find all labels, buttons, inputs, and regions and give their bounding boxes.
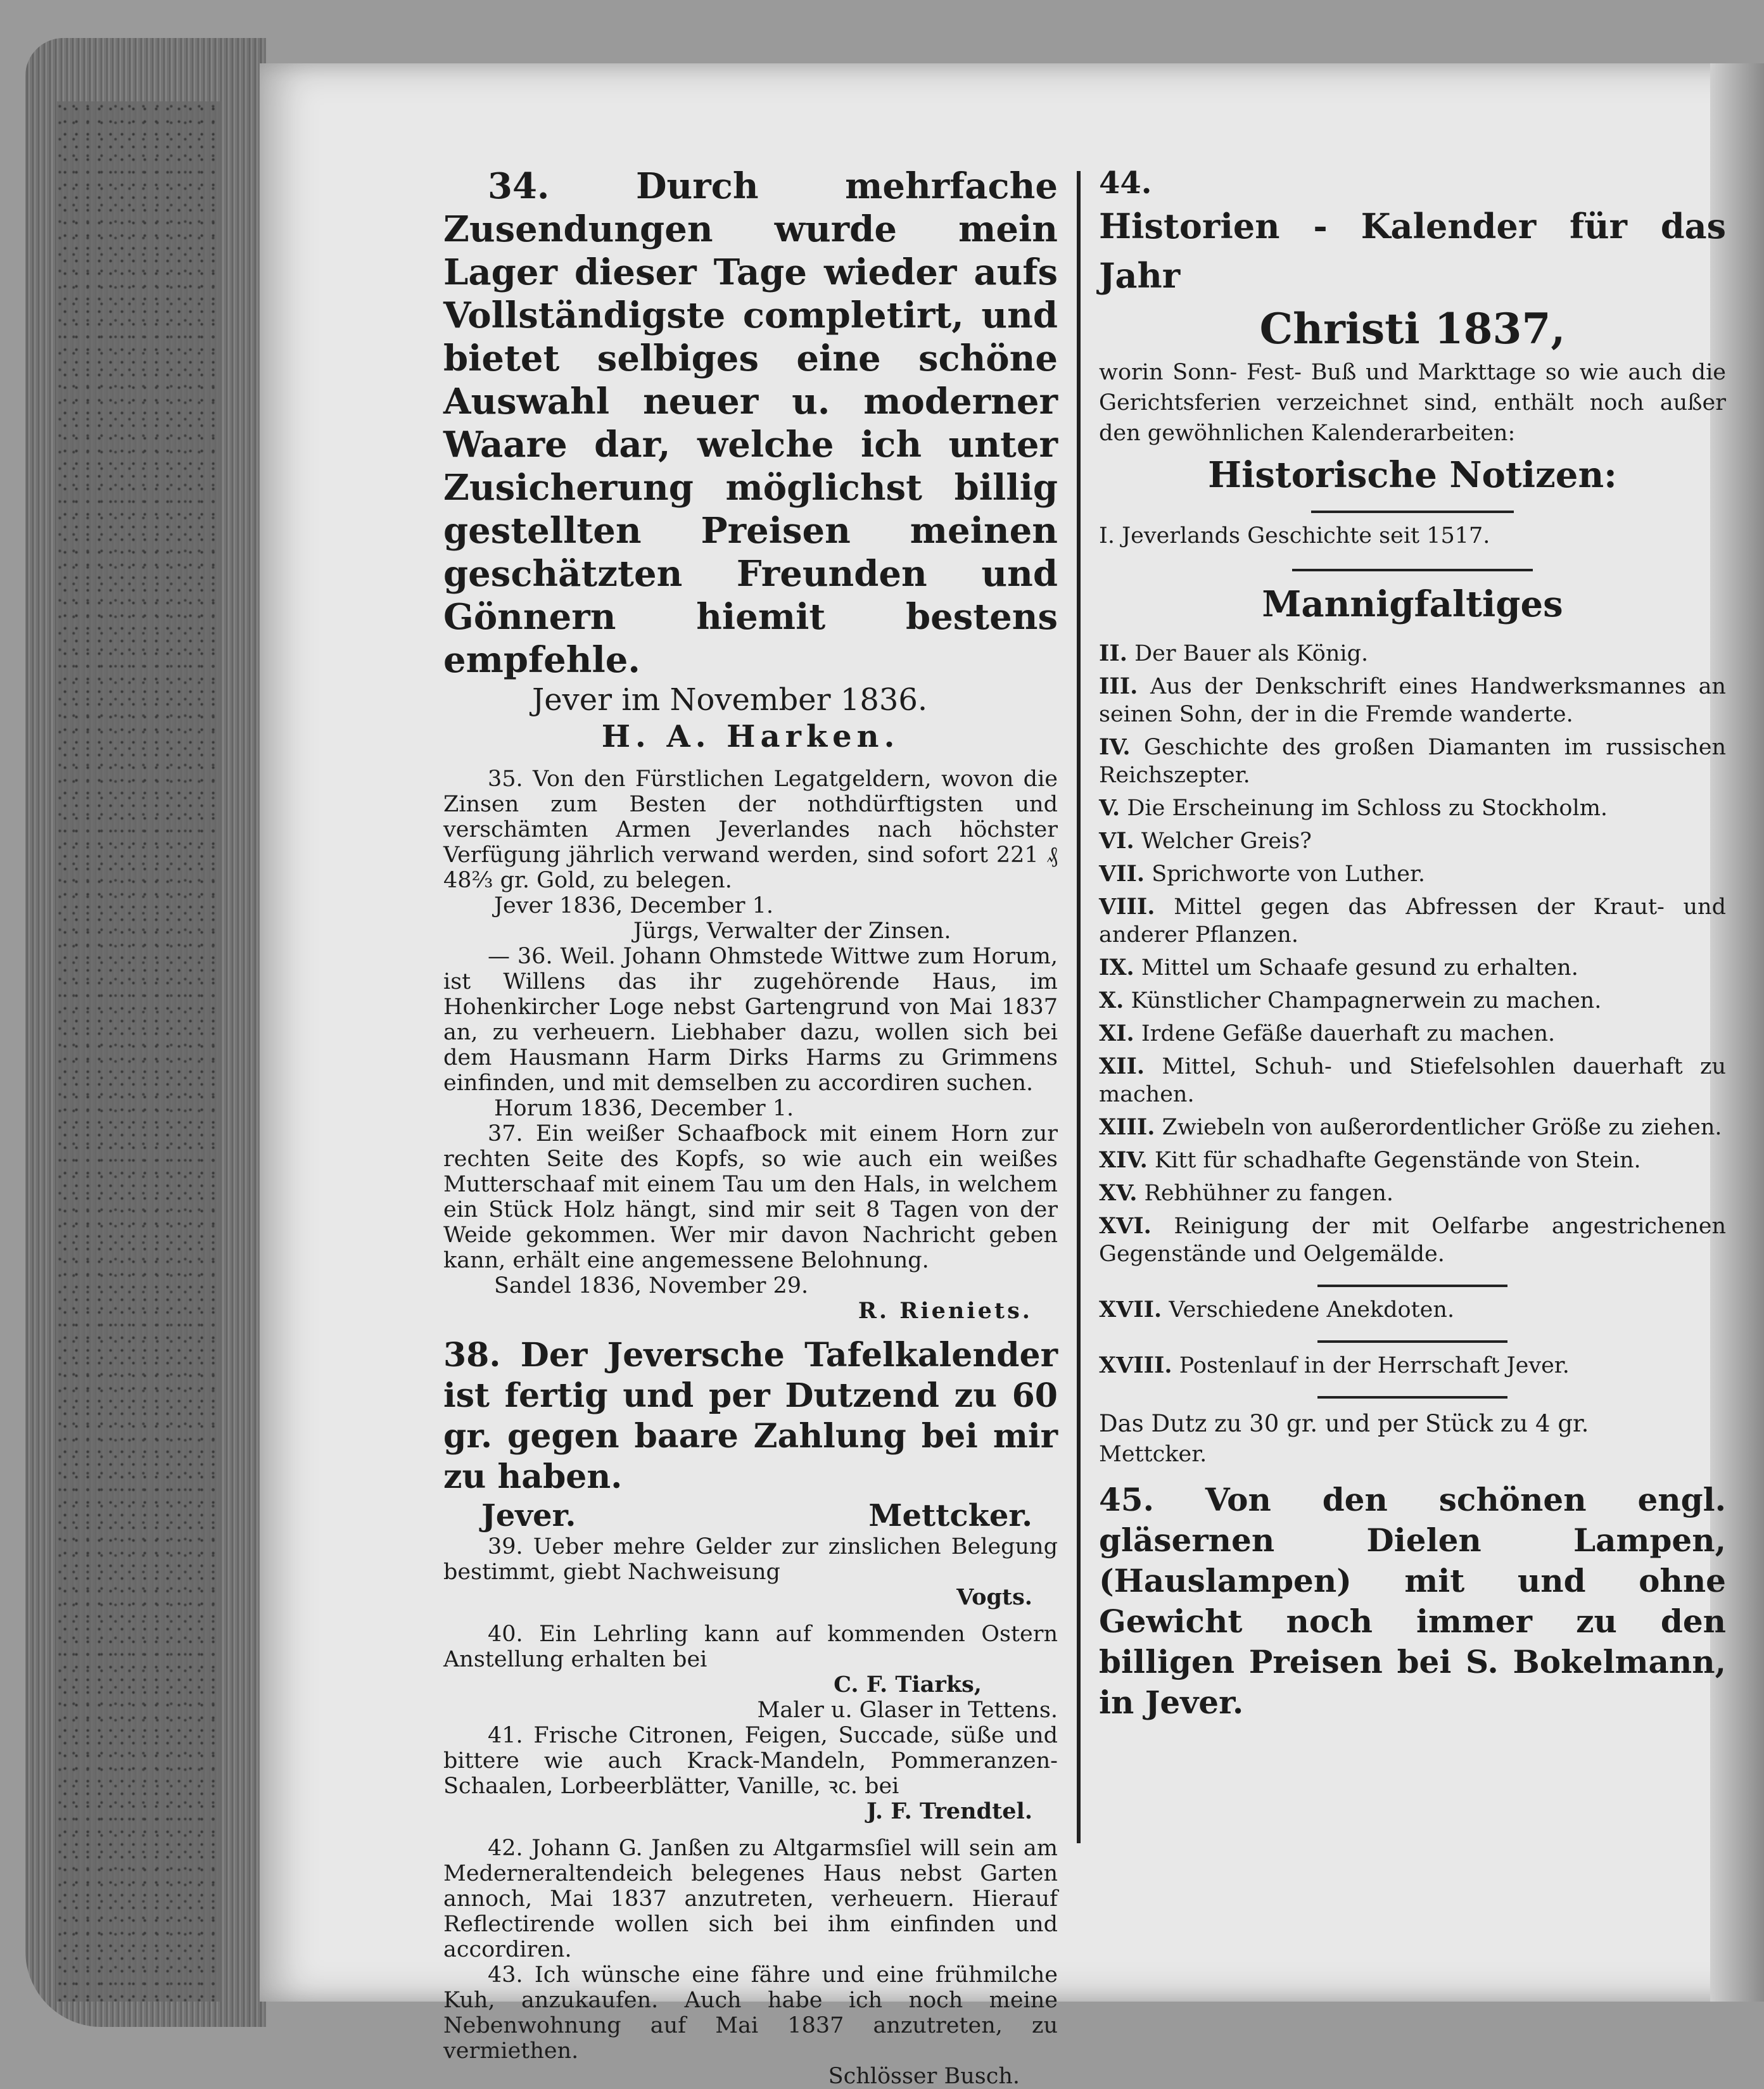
toc-item-XVIII: [1099, 1352, 1726, 1380]
ad-39-text: 39. Ueber mehre Gelder zur zinslichen Belegung bestimmt, giebt Nachweisung: [443, 1534, 1058, 1585]
ad-38-place: Jever.: [481, 1498, 576, 1533]
toc-item: [1099, 954, 1726, 982]
ad-35-text: 35. Von den Fürstlichen Legatgeldern, wovon die Zinsen zum Besten der nothdürftigsten und verschämten Armen Jeverlandes nach höchster Verfügung jährlich verwand werden, sind sofort 221 ₰ 48⅔ gr. Gold, zu belegen.: [443, 766, 1058, 893]
section-historische-notizen: Historische Notizen:: [1208, 454, 1617, 496]
ad-41-signature: J. F. Trendtel.: [866, 1798, 1032, 1824]
toc-item: [1099, 1020, 1726, 1048]
ad-42-text: 42. Johann G. Janßen zu Altgarmsſiel will sein am Mederneraltendeich belegenes Haus nebst Garten annoch, Mai 1837 anzutreten, verheuern. Hierauf Reflectirende wollen sich bei ihm einfinden und accordiren.: [443, 1836, 1058, 1962]
ad-36-place-date: Horum 1836, December 1.: [494, 1096, 794, 1121]
rule: [1317, 1340, 1507, 1343]
toc-item-text: Mittel um Schaafe gesund zu erhalten.: [1141, 955, 1578, 981]
speckled-page-edge: [57, 101, 222, 2002]
toc-item-text: Künstlicher Champagnerwein zu machen.: [1131, 988, 1602, 1013]
ad-37-text: 37. Ein weißer Schaafbock mit einem Horn zur rechten Seite des Kopfs, so wie auch ein weißes Mutterschaaf mit einem Tau um den Hals, in welchem ein Stück Holz hängt, sind mir seit 8 Tagen von der Weide gekommen. Wer mir davon Nachricht geben kann, erhält eine angemessene Belohnung.: [443, 1121, 1058, 1273]
toc-item: [1099, 860, 1726, 888]
ad-44-title-line3: Christi 1837,: [1259, 304, 1566, 353]
ad-35-place-date: Jever 1836, December 1.: [494, 893, 774, 918]
toc-item-num: XI.: [1099, 1020, 1134, 1046]
toc-item-text: Welcher Greis?: [1141, 829, 1312, 854]
column-divider: [1077, 171, 1081, 1843]
toc-item-num: VII.: [1099, 861, 1145, 887]
toc-item-num: XIII.: [1099, 1114, 1155, 1140]
toc-item: [1099, 1179, 1726, 1207]
ad-34-signature: H. A. Harken.: [601, 719, 900, 754]
ad-36-text: — 36. Weil. Johann Ohmstede Wittwe zum Horum, ist Willens das ihr zugehörende Haus, im Hohenkircher Loge nebst Gartengrund von Mai 1837 an, zu verheuern. Liebhaber dazu, wollen sich bei dem Hausmann Harm Dirks Harms zu Grimmens einfinden, und mit demselben zu accordiren suchen.: [443, 944, 1058, 1096]
toc-item: [1099, 673, 1726, 728]
toc-item: [1099, 1212, 1726, 1268]
toc-item-text: Aus der Denkschrift eines Handwerksmannes an seinen Sohn, der in die Fremde wanderte.: [1099, 674, 1726, 727]
toc-item-num: VIII.: [1099, 894, 1155, 920]
ad-45-text: 45. Von den schönen engl. gläsernen Dielen Lampen, (Hauslampen) mit und ohne Gewicht noch immer zu den billigen Preisen bei S. Bokelmann, in Jever.: [1099, 1481, 1726, 1721]
toc-item-num: XVII.: [1099, 1297, 1162, 1323]
toc-item-XVII: [1099, 1296, 1726, 1324]
left-column: [443, 165, 1058, 2089]
ad-39-signature: Vogts.: [956, 1584, 1032, 1610]
ad-43-text: 43. Ich wünsche eine fähre und eine frühmilche Kuh, anzukaufen. Auch habe ich noch meine Nebenwohnung auf Mai 1837 anzutreten, zu vermiethen.: [443, 1962, 1058, 2064]
toc-item-num: VI.: [1099, 828, 1134, 854]
ad-35-signature: Jürgs, Verwalter der Zinsen.: [633, 918, 951, 944]
toc-item: [1099, 1053, 1726, 1108]
toc-item-text: Der Bauer als König.: [1134, 641, 1369, 666]
toc-item-num: XIV.: [1099, 1147, 1148, 1173]
toc-item: [1099, 987, 1726, 1015]
toc-item-num: X.: [1099, 987, 1124, 1013]
section-mannigfaltiges: Mannigfaltiges: [1262, 583, 1563, 625]
toc-list: [1099, 640, 1726, 1268]
toc-item-I: I. Jeverlands Geschichte seit 1517.: [1099, 523, 1490, 549]
toc-item-text: Irdene Gefäße dauerhaft zu machen.: [1141, 1021, 1556, 1046]
ad-38-signature: Mettcker.: [868, 1498, 1032, 1533]
toc-item: [1099, 733, 1726, 789]
ad-44-intro: worin Sonn- Fest- Buß und Markttage so wie auch die Gerichtsferien verzeichnet sind, enthält noch außer den gewöhnlichen Kalenderarbeiten:: [1099, 360, 1726, 446]
ad-44-title-line2: Historien - Kalender für das Jahr: [1099, 206, 1726, 296]
toc-item-text: Mittel, Schuh- und Stiefelsohlen dauerhaft zu machen.: [1099, 1054, 1726, 1107]
price-signature: Mettcker.: [1099, 1442, 1207, 1467]
ad-43-signature: Schlösser Busch.: [828, 2064, 1020, 2089]
toc-item-text: Sprichworte von Luther.: [1152, 861, 1425, 887]
ad-38-footer: [443, 1497, 1058, 1534]
toc-item: [1099, 1146, 1726, 1174]
toc-item-num: IX.: [1099, 955, 1134, 981]
ad-40-text: 40. Ein Lehrling kann auf kommenden Ostern Anstellung erhalten bei: [443, 1622, 1058, 1672]
toc-item: [1099, 1114, 1726, 1141]
ad-40-signature-line2: Maler u. Glaser in Tettens.: [757, 1698, 1058, 1723]
toc-item-num: V.: [1099, 795, 1120, 821]
toc-item-text: Reinigung der mit Oelfarbe angestrichenen Gegenstände und Oelgemälde.: [1099, 1214, 1726, 1267]
toc-item-text: Kitt für schadhafte Gegenstände von Stein.: [1154, 1148, 1641, 1173]
toc-item-num: XVI.: [1099, 1213, 1152, 1239]
ad-44-number: 44.: [1099, 165, 1152, 201]
ad-38-text: 38. Der Jeversche Tafelkalender ist fertig und per Dutzend zu 60 gr. gegen baare Zahlung bei mir zu haben.: [443, 1336, 1058, 1496]
toc-item-num: II.: [1099, 640, 1127, 666]
toc-item-text: Geschichte des großen Diamanten im russischen Reichszepter.: [1099, 735, 1726, 788]
toc-item-text: Mittel gegen das Abfressen der Kraut- und anderer Pflanzen.: [1099, 894, 1726, 948]
toc-item: [1099, 794, 1726, 822]
toc-item-text: Zwiebeln von außerordentlicher Größe zu ziehen.: [1162, 1115, 1722, 1140]
price-line: Das Dutz zu 30 gr. und per Stück zu 4 gr.: [1099, 1410, 1589, 1437]
ad-34-place-date: Jever im November 1836.: [532, 682, 928, 718]
toc-item: [1099, 893, 1726, 949]
toc-item-num: IV.: [1099, 734, 1131, 760]
rule: [1317, 1396, 1507, 1399]
rule: [1311, 511, 1514, 513]
ad-37-signature: R. Rieniets.: [858, 1298, 1032, 1324]
toc-item-num: XV.: [1099, 1180, 1138, 1206]
toc-item: [1099, 640, 1726, 668]
toc-item-text: Die Erscheinung im Schloss zu Stockholm.: [1127, 796, 1608, 821]
ad-40-signature: C. F. Tiarks,: [834, 1672, 982, 1698]
ad-44-title-row: [1099, 165, 1726, 201]
right-column: [1099, 165, 1726, 1723]
toc-item-num: XII.: [1099, 1053, 1145, 1079]
ad-41-text: 41. Frische Citronen, Feigen, Succade, süße und bittere wie auch Krack-Mandeln, Pommeranzen-Schaalen, Lorbeerblätter, Vanille, ꝛc. bei: [443, 1723, 1058, 1799]
toc-item-text: Postenlauf in der Herrschaft Jever.: [1179, 1353, 1570, 1378]
rule: [1292, 569, 1533, 571]
toc-item-num: III.: [1099, 673, 1138, 699]
toc-item-text: Verschiedene Anekdoten.: [1169, 1297, 1455, 1323]
toc-item-num: XVIII.: [1099, 1352, 1172, 1378]
ad-34-text: 34. Durch mehrfache Zusendungen wurde mein Lager dieser Tage wieder aufs Vollständigste completirt, und bietet selbiges eine schöne Auswahl neuer u. moderner Waare dar, welche ich unter Zusicherung möglichst billig gestellten Preisen meinen geschätzten Freunden und Gönnern hiemit bestens empfehle.: [443, 165, 1058, 681]
rule: [1317, 1285, 1507, 1287]
toc-item: [1099, 827, 1726, 855]
toc-item-text: Rebhühner zu fangen.: [1144, 1181, 1393, 1206]
ad-37-place-date: Sandel 1836, November 29.: [494, 1273, 809, 1298]
